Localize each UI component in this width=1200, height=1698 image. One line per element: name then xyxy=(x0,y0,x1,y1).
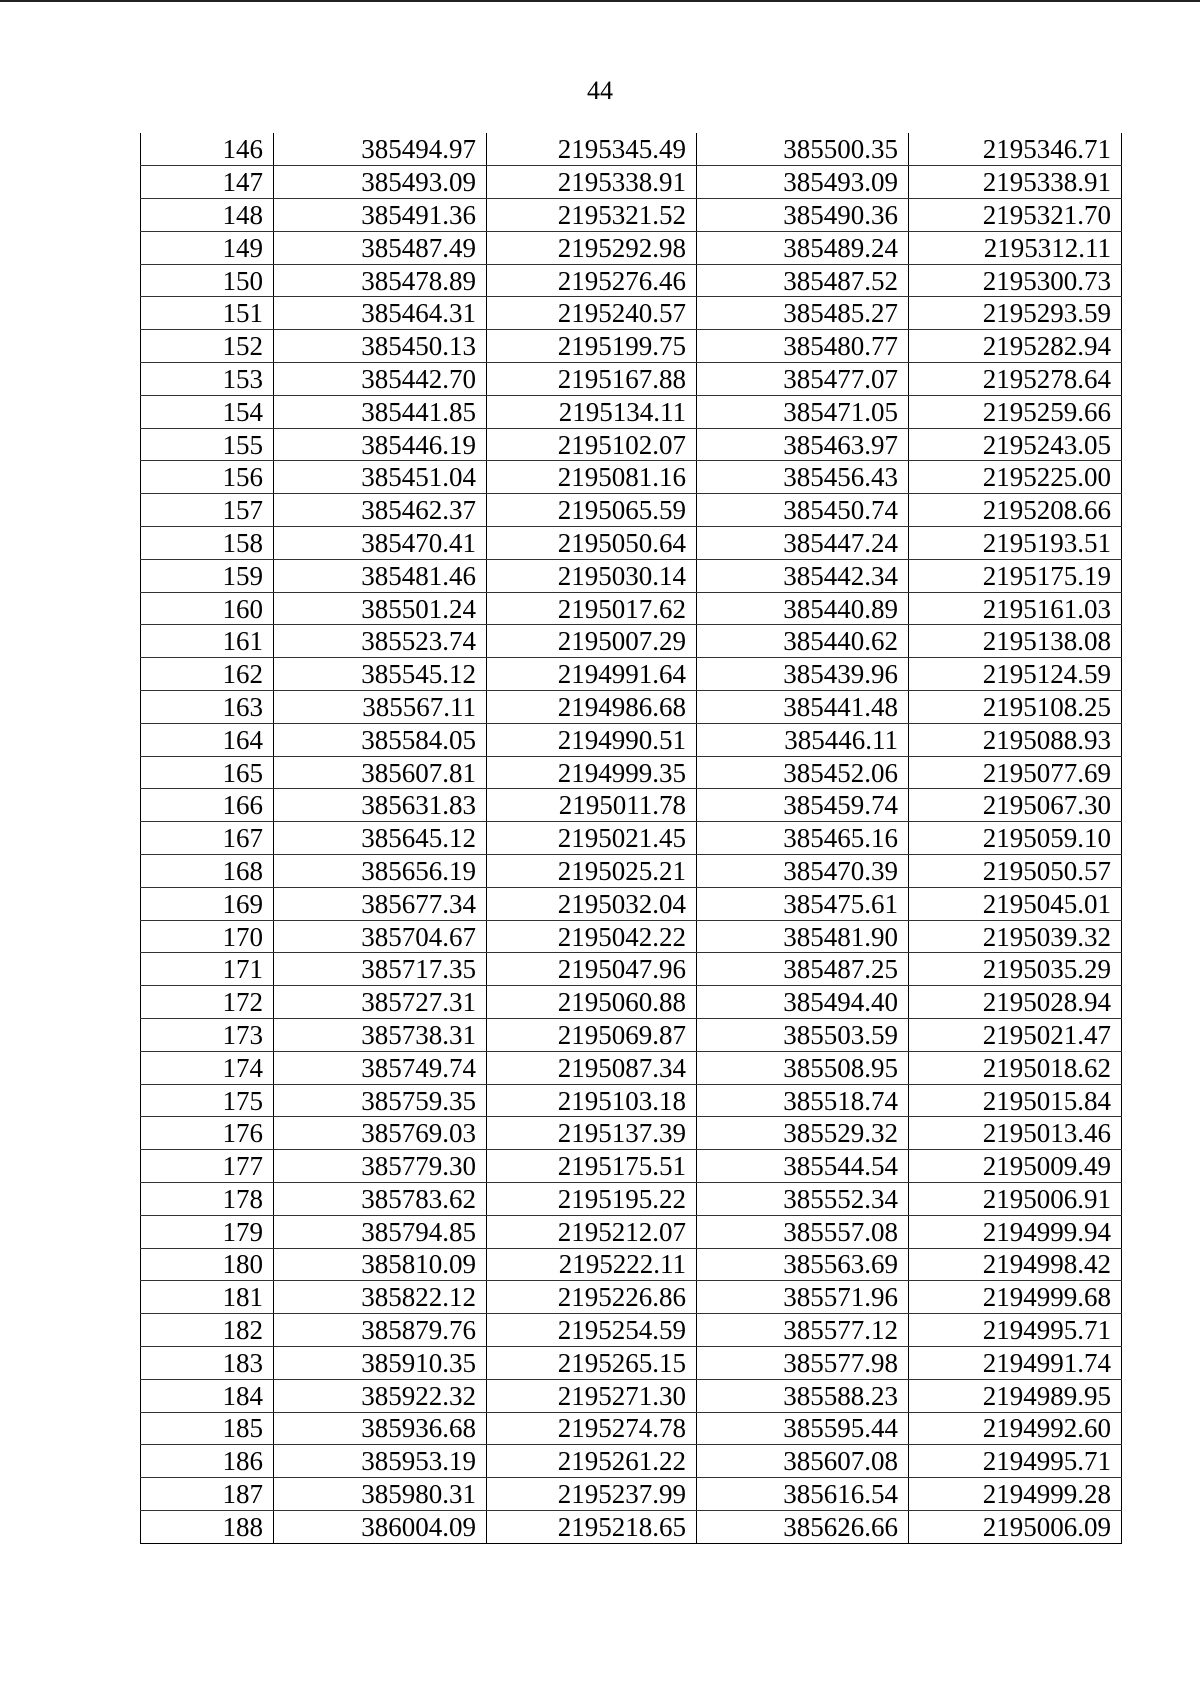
table-row xyxy=(141,920,1122,953)
coord-y2-cell: 2195138.08 xyxy=(909,625,1122,658)
table-row xyxy=(141,1019,1122,1052)
table-row xyxy=(141,1314,1122,1347)
table-row xyxy=(141,822,1122,855)
coord-y1-cell: 2195137.39 xyxy=(487,1117,697,1150)
coord-x2-cell: 385544.54 xyxy=(697,1150,909,1183)
table-row xyxy=(141,428,1122,461)
table-row xyxy=(141,133,1122,166)
table-row xyxy=(141,461,1122,494)
table-row xyxy=(141,789,1122,822)
point-number-cell: 170 xyxy=(141,920,274,953)
coord-x2-cell: 385450.74 xyxy=(697,494,909,527)
point-number-cell: 174 xyxy=(141,1051,274,1084)
coord-x1-cell: 385481.46 xyxy=(274,559,487,592)
table-row xyxy=(141,625,1122,658)
coord-y2-cell: 2195243.05 xyxy=(909,428,1122,461)
table-row xyxy=(141,559,1122,592)
point-number-cell: 166 xyxy=(141,789,274,822)
table-row xyxy=(141,1051,1122,1084)
table-row xyxy=(141,1183,1122,1216)
coord-y1-cell: 2195265.15 xyxy=(487,1346,697,1379)
coord-y2-cell: 2195013.46 xyxy=(909,1117,1122,1150)
coord-y1-cell: 2194986.68 xyxy=(487,691,697,724)
coord-y2-cell: 2195088.93 xyxy=(909,723,1122,756)
table-row xyxy=(141,395,1122,428)
coord-y1-cell: 2195222.11 xyxy=(487,1248,697,1281)
coord-y2-cell: 2194999.28 xyxy=(909,1478,1122,1511)
coord-x2-cell: 385487.25 xyxy=(697,953,909,986)
coord-y2-cell: 2195059.10 xyxy=(909,822,1122,855)
table-row xyxy=(141,1084,1122,1117)
coord-y2-cell: 2194992.60 xyxy=(909,1412,1122,1445)
table-row xyxy=(141,1346,1122,1379)
point-number-cell: 152 xyxy=(141,330,274,363)
coord-x1-cell: 385501.24 xyxy=(274,592,487,625)
coord-x1-cell: 385704.67 xyxy=(274,920,487,953)
coord-y1-cell: 2195032.04 xyxy=(487,887,697,920)
point-number-cell: 148 xyxy=(141,199,274,232)
point-number-cell: 163 xyxy=(141,691,274,724)
table-row xyxy=(141,199,1122,232)
coord-x2-cell: 385465.16 xyxy=(697,822,909,855)
coord-x2-cell: 385563.69 xyxy=(697,1248,909,1281)
table-row xyxy=(141,1510,1122,1543)
coord-y1-cell: 2195087.34 xyxy=(487,1051,697,1084)
point-number-cell: 176 xyxy=(141,1117,274,1150)
coord-x1-cell: 385727.31 xyxy=(274,986,487,1019)
coord-y2-cell: 2195259.66 xyxy=(909,395,1122,428)
coord-y1-cell: 2195047.96 xyxy=(487,953,697,986)
coord-x2-cell: 385557.08 xyxy=(697,1215,909,1248)
table-row xyxy=(141,363,1122,396)
table-row xyxy=(141,1412,1122,1445)
coord-y1-cell: 2195338.91 xyxy=(487,166,697,199)
point-number-cell: 173 xyxy=(141,1019,274,1052)
coord-x2-cell: 385552.34 xyxy=(697,1183,909,1216)
coord-x2-cell: 385508.95 xyxy=(697,1051,909,1084)
coord-y1-cell: 2195199.75 xyxy=(487,330,697,363)
table-row xyxy=(141,166,1122,199)
coord-y1-cell: 2195102.07 xyxy=(487,428,697,461)
coord-y2-cell: 2195300.73 xyxy=(909,264,1122,297)
coord-y2-cell: 2195009.49 xyxy=(909,1150,1122,1183)
coord-y2-cell: 2195346.71 xyxy=(909,133,1122,166)
coord-y1-cell: 2195081.16 xyxy=(487,461,697,494)
coord-x1-cell: 385922.32 xyxy=(274,1379,487,1412)
point-number-cell: 186 xyxy=(141,1445,274,1478)
point-number-cell: 175 xyxy=(141,1084,274,1117)
table-row xyxy=(141,658,1122,691)
point-number-cell: 183 xyxy=(141,1346,274,1379)
coord-y1-cell: 2195069.87 xyxy=(487,1019,697,1052)
coord-y2-cell: 2195312.11 xyxy=(909,231,1122,264)
coord-y1-cell: 2195167.88 xyxy=(487,363,697,396)
coord-y1-cell: 2195240.57 xyxy=(487,297,697,330)
coord-x1-cell: 385470.41 xyxy=(274,527,487,560)
coord-x2-cell: 385500.35 xyxy=(697,133,909,166)
coord-y2-cell: 2195225.00 xyxy=(909,461,1122,494)
coord-y1-cell: 2195218.65 xyxy=(487,1510,697,1543)
coord-x2-cell: 385571.96 xyxy=(697,1281,909,1314)
coord-x1-cell: 385953.19 xyxy=(274,1445,487,1478)
coord-x1-cell: 385493.09 xyxy=(274,166,487,199)
coordinate-table xyxy=(140,133,1122,1544)
coord-x2-cell: 385626.66 xyxy=(697,1510,909,1543)
coord-x1-cell: 385980.31 xyxy=(274,1478,487,1511)
table-row xyxy=(141,1379,1122,1412)
coord-x2-cell: 385489.24 xyxy=(697,231,909,264)
coord-x2-cell: 385475.61 xyxy=(697,887,909,920)
coord-x1-cell: 385545.12 xyxy=(274,658,487,691)
coord-x2-cell: 385595.44 xyxy=(697,1412,909,1445)
coord-x2-cell: 385456.43 xyxy=(697,461,909,494)
coord-y1-cell: 2195237.99 xyxy=(487,1478,697,1511)
point-number-cell: 178 xyxy=(141,1183,274,1216)
table-row xyxy=(141,592,1122,625)
coord-y1-cell: 2195103.18 xyxy=(487,1084,697,1117)
coord-y2-cell: 2195028.94 xyxy=(909,986,1122,1019)
coord-y2-cell: 2195161.03 xyxy=(909,592,1122,625)
coord-x1-cell: 385450.13 xyxy=(274,330,487,363)
coord-x1-cell: 385567.11 xyxy=(274,691,487,724)
coord-x2-cell: 385446.11 xyxy=(697,723,909,756)
coord-y2-cell: 2195193.51 xyxy=(909,527,1122,560)
coord-y2-cell: 2194999.94 xyxy=(909,1215,1122,1248)
coord-x1-cell: 385491.36 xyxy=(274,199,487,232)
coord-x1-cell: 385769.03 xyxy=(274,1117,487,1150)
coord-x1-cell: 385487.49 xyxy=(274,231,487,264)
coord-x2-cell: 385452.06 xyxy=(697,756,909,789)
coord-x2-cell: 385577.12 xyxy=(697,1314,909,1347)
coord-y1-cell: 2195321.52 xyxy=(487,199,697,232)
coord-x1-cell: 385494.97 xyxy=(274,133,487,166)
coord-x1-cell: 385783.62 xyxy=(274,1183,487,1216)
coord-y2-cell: 2195015.84 xyxy=(909,1084,1122,1117)
coord-x2-cell: 385471.05 xyxy=(697,395,909,428)
coord-y2-cell: 2195018.62 xyxy=(909,1051,1122,1084)
coord-y2-cell: 2195039.32 xyxy=(909,920,1122,953)
coord-y2-cell: 2195208.66 xyxy=(909,494,1122,527)
coord-x2-cell: 385459.74 xyxy=(697,789,909,822)
table-row xyxy=(141,1150,1122,1183)
coord-y1-cell: 2195254.59 xyxy=(487,1314,697,1347)
point-number-cell: 182 xyxy=(141,1314,274,1347)
coord-x1-cell: 385738.31 xyxy=(274,1019,487,1052)
coord-x1-cell: 385441.85 xyxy=(274,395,487,428)
coord-y1-cell: 2195060.88 xyxy=(487,986,697,1019)
point-number-cell: 188 xyxy=(141,1510,274,1543)
coord-x1-cell: 385462.37 xyxy=(274,494,487,527)
coord-y1-cell: 2194999.35 xyxy=(487,756,697,789)
coord-x2-cell: 385485.27 xyxy=(697,297,909,330)
coord-y2-cell: 2195175.19 xyxy=(909,559,1122,592)
coord-y2-cell: 2195021.47 xyxy=(909,1019,1122,1052)
point-number-cell: 151 xyxy=(141,297,274,330)
page-number: 44 xyxy=(587,76,613,105)
coord-y2-cell: 2195321.70 xyxy=(909,199,1122,232)
table-row xyxy=(141,1478,1122,1511)
coord-y2-cell: 2195077.69 xyxy=(909,756,1122,789)
table-row xyxy=(141,855,1122,888)
point-number-cell: 187 xyxy=(141,1478,274,1511)
table-row xyxy=(141,986,1122,1019)
table-row xyxy=(141,1248,1122,1281)
coord-y1-cell: 2195042.22 xyxy=(487,920,697,953)
coord-x1-cell: 385656.19 xyxy=(274,855,487,888)
coord-x1-cell: 385464.31 xyxy=(274,297,487,330)
coord-x2-cell: 385439.96 xyxy=(697,658,909,691)
table-row xyxy=(141,723,1122,756)
coord-x1-cell: 386004.09 xyxy=(274,1510,487,1543)
coord-x1-cell: 385779.30 xyxy=(274,1150,487,1183)
point-number-cell: 164 xyxy=(141,723,274,756)
table-row xyxy=(141,494,1122,527)
table-row xyxy=(141,231,1122,264)
coord-y2-cell: 2195006.09 xyxy=(909,1510,1122,1543)
coord-x1-cell: 385645.12 xyxy=(274,822,487,855)
point-number-cell: 162 xyxy=(141,658,274,691)
coord-y2-cell: 2195050.57 xyxy=(909,855,1122,888)
coord-y2-cell: 2194995.71 xyxy=(909,1445,1122,1478)
table-row xyxy=(141,1445,1122,1478)
coord-y2-cell: 2194995.71 xyxy=(909,1314,1122,1347)
coord-y2-cell: 2194999.68 xyxy=(909,1281,1122,1314)
point-number-cell: 161 xyxy=(141,625,274,658)
coord-y1-cell: 2195134.11 xyxy=(487,395,697,428)
point-number-cell: 168 xyxy=(141,855,274,888)
coord-y2-cell: 2195124.59 xyxy=(909,658,1122,691)
table-row xyxy=(141,691,1122,724)
table-row xyxy=(141,756,1122,789)
point-number-cell: 184 xyxy=(141,1379,274,1412)
coord-x2-cell: 385477.07 xyxy=(697,363,909,396)
table-row xyxy=(141,1215,1122,1248)
coord-x2-cell: 385616.54 xyxy=(697,1478,909,1511)
coord-y2-cell: 2194998.42 xyxy=(909,1248,1122,1281)
coord-y1-cell: 2195261.22 xyxy=(487,1445,697,1478)
table-row xyxy=(141,297,1122,330)
coord-x2-cell: 385494.40 xyxy=(697,986,909,1019)
point-number-cell: 165 xyxy=(141,756,274,789)
table-row xyxy=(141,527,1122,560)
point-number-cell: 153 xyxy=(141,363,274,396)
coord-x1-cell: 385584.05 xyxy=(274,723,487,756)
coord-x2-cell: 385607.08 xyxy=(697,1445,909,1478)
coord-x1-cell: 385810.09 xyxy=(274,1248,487,1281)
coord-y1-cell: 2195050.64 xyxy=(487,527,697,560)
coord-y1-cell: 2195030.14 xyxy=(487,559,697,592)
page-top-border xyxy=(0,0,1200,2)
coord-y1-cell: 2195226.86 xyxy=(487,1281,697,1314)
point-number-cell: 156 xyxy=(141,461,274,494)
coord-x1-cell: 385759.35 xyxy=(274,1084,487,1117)
point-number-cell: 154 xyxy=(141,395,274,428)
coord-x2-cell: 385463.97 xyxy=(697,428,909,461)
coord-y2-cell: 2195108.25 xyxy=(909,691,1122,724)
coord-x2-cell: 385480.77 xyxy=(697,330,909,363)
coord-y1-cell: 2195212.07 xyxy=(487,1215,697,1248)
coord-y1-cell: 2195345.49 xyxy=(487,133,697,166)
point-number-cell: 146 xyxy=(141,133,274,166)
table-row xyxy=(141,330,1122,363)
coord-y1-cell: 2195292.98 xyxy=(487,231,697,264)
coord-y1-cell: 2195017.62 xyxy=(487,592,697,625)
coord-y2-cell: 2195006.91 xyxy=(909,1183,1122,1216)
coord-y1-cell: 2195175.51 xyxy=(487,1150,697,1183)
point-number-cell: 157 xyxy=(141,494,274,527)
point-number-cell: 171 xyxy=(141,953,274,986)
point-number-cell: 147 xyxy=(141,166,274,199)
table-row xyxy=(141,1117,1122,1150)
coord-x1-cell: 385879.76 xyxy=(274,1314,487,1347)
coord-x1-cell: 385478.89 xyxy=(274,264,487,297)
coord-x1-cell: 385607.81 xyxy=(274,756,487,789)
coordinate-table-body xyxy=(141,133,1122,1543)
coord-y1-cell: 2195276.46 xyxy=(487,264,697,297)
coord-x2-cell: 385487.52 xyxy=(697,264,909,297)
coord-y2-cell: 2195338.91 xyxy=(909,166,1122,199)
point-number-cell: 179 xyxy=(141,1215,274,1248)
coord-x2-cell: 385529.32 xyxy=(697,1117,909,1150)
coord-y2-cell: 2195045.01 xyxy=(909,887,1122,920)
coord-y1-cell: 2195271.30 xyxy=(487,1379,697,1412)
coord-x1-cell: 385451.04 xyxy=(274,461,487,494)
coord-x2-cell: 385470.39 xyxy=(697,855,909,888)
table-row xyxy=(141,887,1122,920)
coord-x1-cell: 385677.34 xyxy=(274,887,487,920)
point-number-cell: 181 xyxy=(141,1281,274,1314)
coord-x2-cell: 385442.34 xyxy=(697,559,909,592)
point-number-cell: 160 xyxy=(141,592,274,625)
coord-y2-cell: 2194989.95 xyxy=(909,1379,1122,1412)
point-number-cell: 159 xyxy=(141,559,274,592)
coord-y2-cell: 2195293.59 xyxy=(909,297,1122,330)
coord-y1-cell: 2194990.51 xyxy=(487,723,697,756)
coord-y1-cell: 2195025.21 xyxy=(487,855,697,888)
coord-x2-cell: 385447.24 xyxy=(697,527,909,560)
point-number-cell: 155 xyxy=(141,428,274,461)
coord-x1-cell: 385749.74 xyxy=(274,1051,487,1084)
coord-x1-cell: 385794.85 xyxy=(274,1215,487,1248)
coord-x2-cell: 385481.90 xyxy=(697,920,909,953)
point-number-cell: 180 xyxy=(141,1248,274,1281)
coord-x2-cell: 385503.59 xyxy=(697,1019,909,1052)
coord-y1-cell: 2195007.29 xyxy=(487,625,697,658)
point-number-cell: 185 xyxy=(141,1412,274,1445)
coord-x1-cell: 385936.68 xyxy=(274,1412,487,1445)
table-row xyxy=(141,1281,1122,1314)
coord-y1-cell: 2194991.64 xyxy=(487,658,697,691)
coord-x1-cell: 385631.83 xyxy=(274,789,487,822)
coord-x1-cell: 385910.35 xyxy=(274,1346,487,1379)
coord-x1-cell: 385717.35 xyxy=(274,953,487,986)
coord-y1-cell: 2195021.45 xyxy=(487,822,697,855)
coord-x2-cell: 385440.89 xyxy=(697,592,909,625)
table-row xyxy=(141,264,1122,297)
coord-x2-cell: 385493.09 xyxy=(697,166,909,199)
coord-y1-cell: 2195011.78 xyxy=(487,789,697,822)
coord-y2-cell: 2194991.74 xyxy=(909,1346,1122,1379)
coord-y2-cell: 2195035.29 xyxy=(909,953,1122,986)
point-number-cell: 169 xyxy=(141,887,274,920)
point-number-cell: 172 xyxy=(141,986,274,1019)
coord-y1-cell: 2195195.22 xyxy=(487,1183,697,1216)
coord-x1-cell: 385822.12 xyxy=(274,1281,487,1314)
coord-x2-cell: 385588.23 xyxy=(697,1379,909,1412)
coord-x2-cell: 385440.62 xyxy=(697,625,909,658)
point-number-cell: 177 xyxy=(141,1150,274,1183)
coord-y1-cell: 2195065.59 xyxy=(487,494,697,527)
coord-x2-cell: 385518.74 xyxy=(697,1084,909,1117)
coord-y2-cell: 2195278.64 xyxy=(909,363,1122,396)
point-number-cell: 158 xyxy=(141,527,274,560)
coord-x2-cell: 385441.48 xyxy=(697,691,909,724)
coord-y2-cell: 2195282.94 xyxy=(909,330,1122,363)
point-number-cell: 167 xyxy=(141,822,274,855)
coord-x1-cell: 385442.70 xyxy=(274,363,487,396)
point-number-cell: 149 xyxy=(141,231,274,264)
coord-x1-cell: 385523.74 xyxy=(274,625,487,658)
coord-x1-cell: 385446.19 xyxy=(274,428,487,461)
table-row xyxy=(141,953,1122,986)
coord-y1-cell: 2195274.78 xyxy=(487,1412,697,1445)
coord-x2-cell: 385577.98 xyxy=(697,1346,909,1379)
coord-x2-cell: 385490.36 xyxy=(697,199,909,232)
point-number-cell: 150 xyxy=(141,264,274,297)
coord-y2-cell: 2195067.30 xyxy=(909,789,1122,822)
